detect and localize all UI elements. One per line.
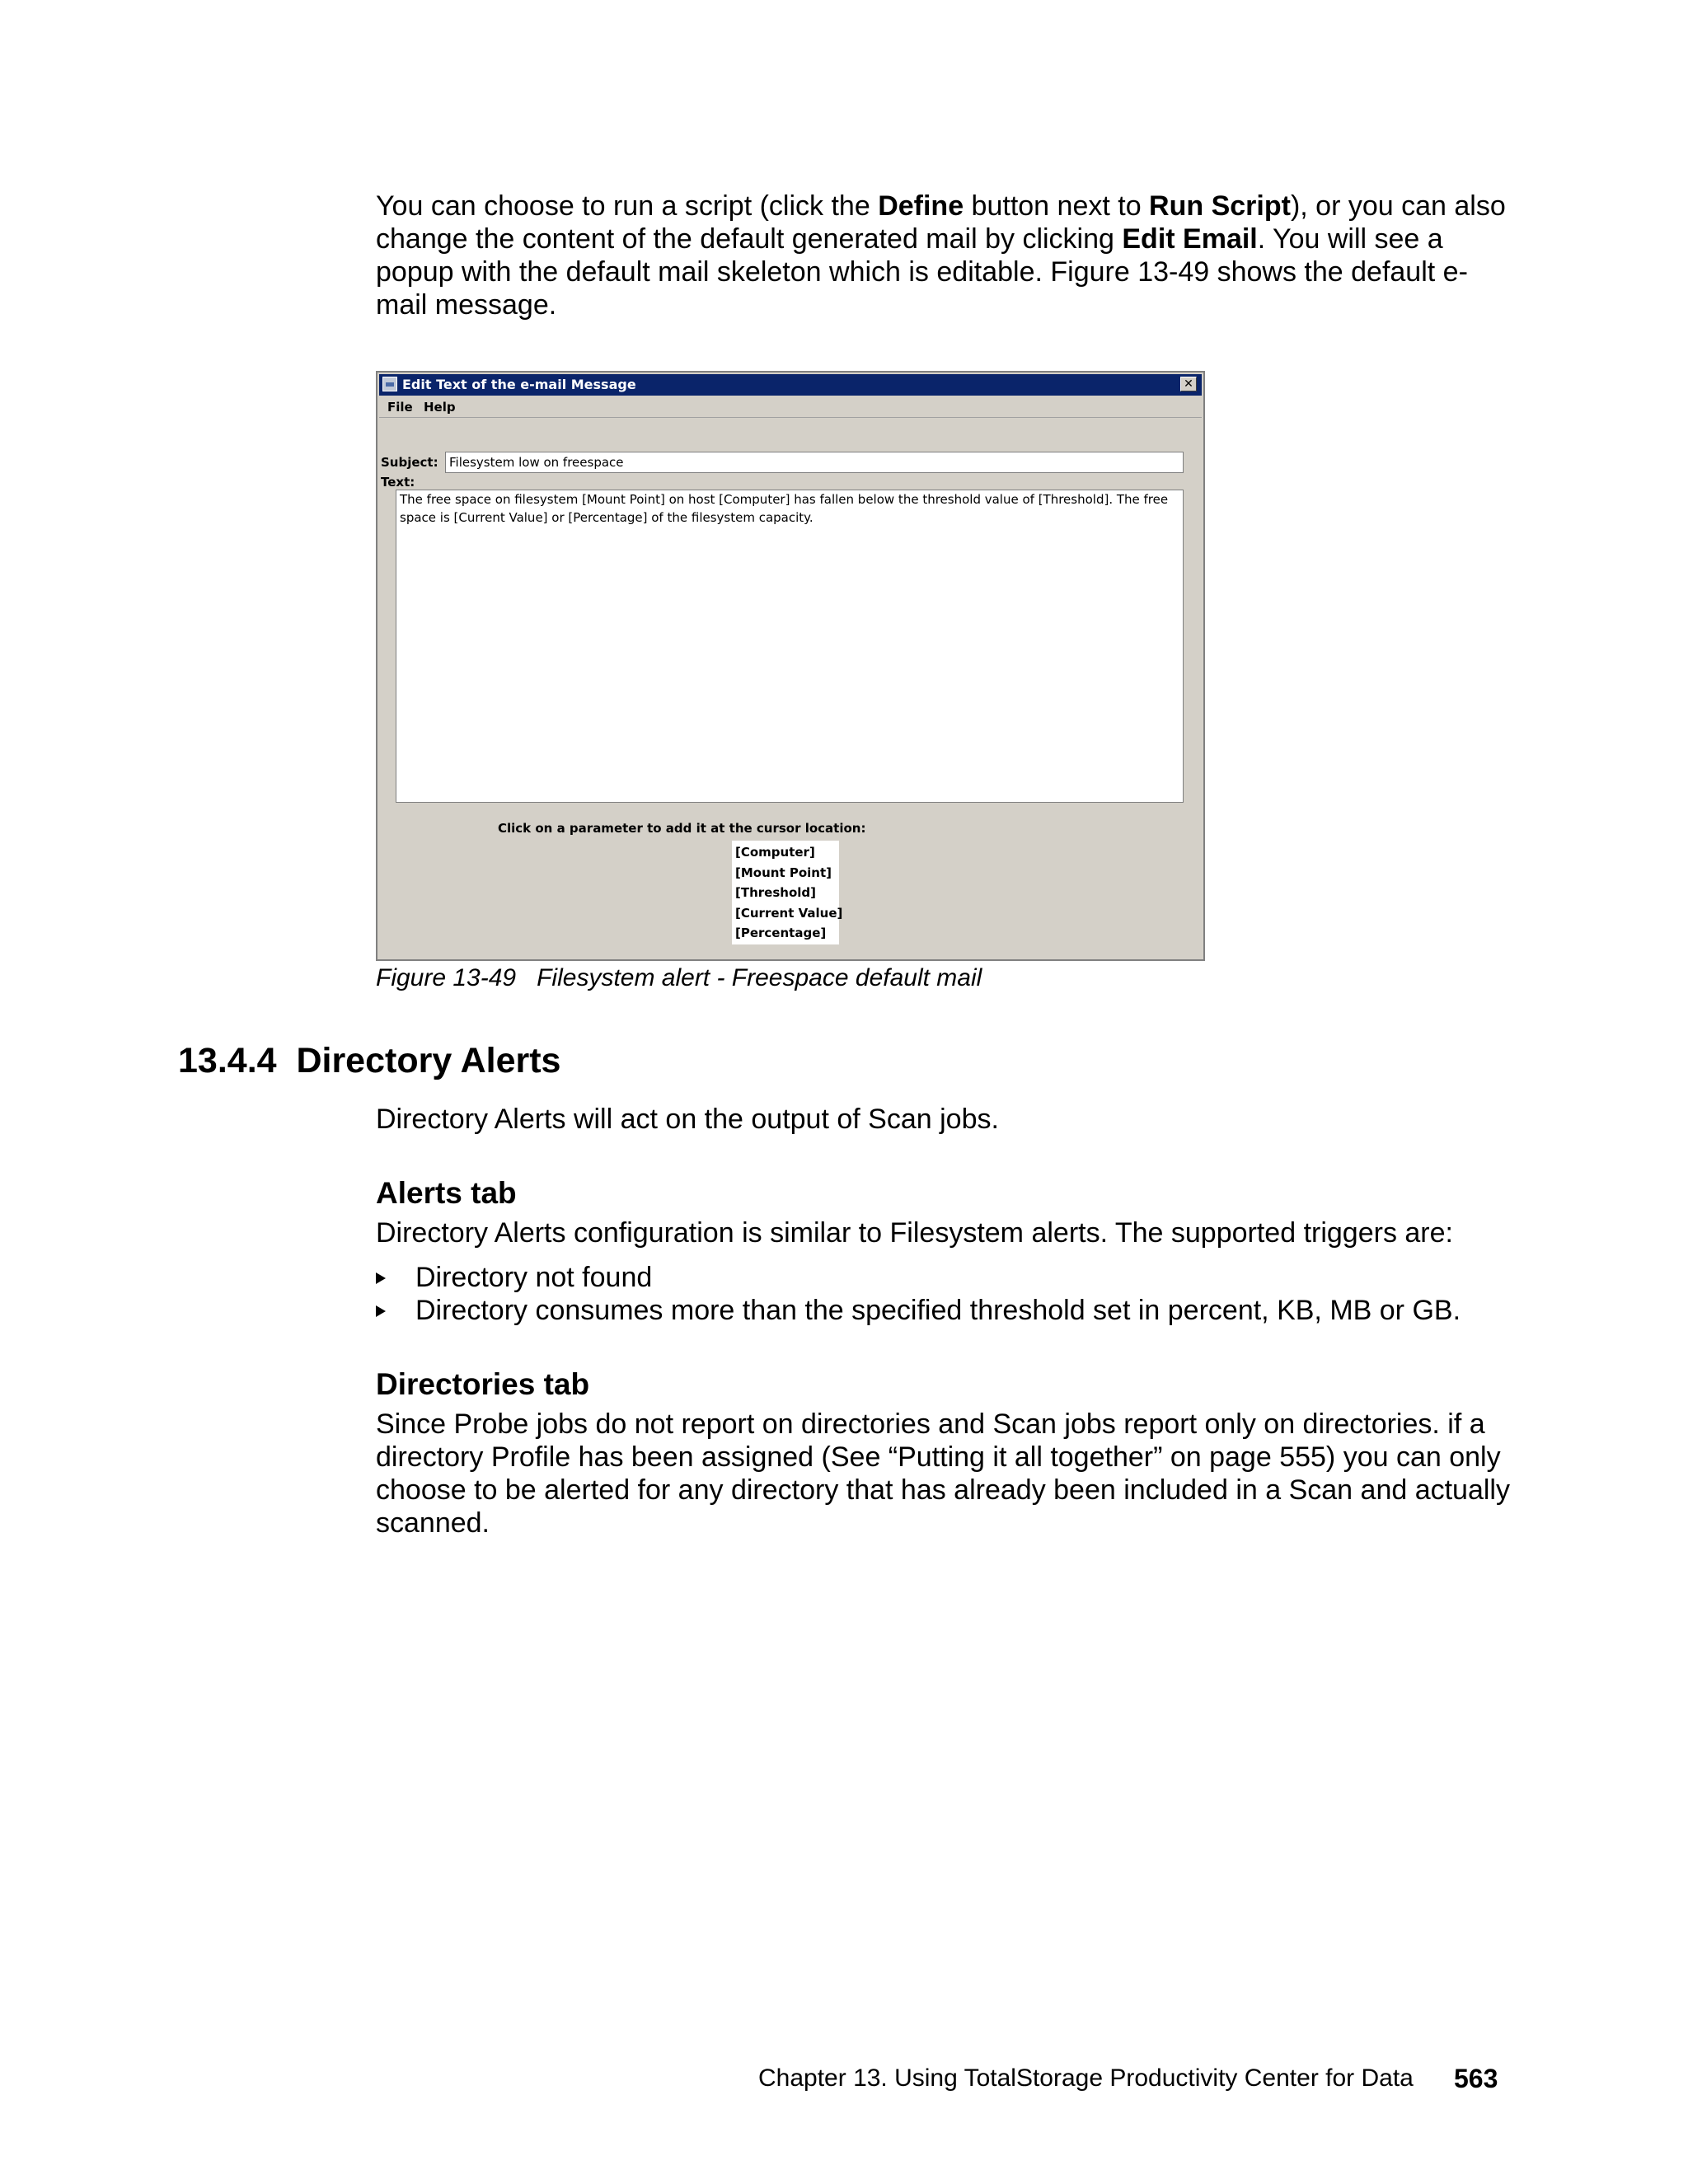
parameter-prompt: Click on a parameter to add it at the cursor location:: [498, 821, 866, 836]
trigger-text: Directory not found: [415, 1262, 653, 1293]
page-number: 563: [1454, 2064, 1498, 2093]
list-item: [376, 1294, 1513, 1327]
bullet-arrow-icon: [376, 1305, 386, 1317]
bullet-arrow-icon: [376, 1272, 386, 1284]
menu-help[interactable]: Help: [424, 400, 456, 415]
directories-tab-heading: Directories tab: [376, 1367, 590, 1401]
parameter-threshold[interactable]: [Threshold]: [735, 885, 816, 900]
parameter-mount-point[interactable]: [Mount Point]: [735, 865, 832, 880]
intro-text-3: ), or you can also change the content of the default generated mail by clicking: [376, 190, 1506, 255]
edit-email-keyword: Edit Email: [1122, 223, 1258, 255]
directories-tab-paragraph: Since Probe jobs do not report on directories and Scan jobs report only on directories. if a directory Profile has been assigned (See “Putting it all together” on page 555) you can only choose to be alerted for any directory that has already been included in a Scan and actually scanned.: [376, 1408, 1510, 1539]
close-icon[interactable]: ✕: [1180, 377, 1197, 391]
section-heading: 13.4.4 Directory Alerts: [178, 1041, 561, 1080]
define-keyword: Define: [878, 190, 964, 222]
trigger-list: [376, 1261, 1513, 1327]
alerts-tab-heading: Alerts tab: [376, 1176, 517, 1210]
alerts-tab-paragraph: Directory Alerts configuration is similar to Filesystem alerts. The supported triggers are:: [376, 1217, 1453, 1249]
parameter-list: [732, 841, 843, 944]
parameter-percentage[interactable]: [Percentage]: [735, 926, 827, 940]
run-script-keyword: Run Script: [1149, 190, 1291, 222]
dialog-titlebar: [379, 374, 1202, 396]
message-body-textarea[interactable]: The free space on filesystem [Mount Point] on host [Computer] has fallen below the threshold value of [Threshold]. The free space is [Current Value] or [Percentage] of the filesystem capacity.: [396, 490, 1184, 803]
app-window-icon: [382, 377, 397, 391]
section-intro: Directory Alerts will act on the output of Scan jobs.: [376, 1104, 999, 1135]
subject-label: Subject:: [381, 455, 438, 470]
intro-text-2: button next to: [964, 190, 1150, 222]
menu-file[interactable]: File: [387, 400, 413, 415]
parameter-current-value[interactable]: [Current Value]: [735, 905, 843, 921]
subject-input[interactable]: Filesystem low on freespace: [445, 452, 1184, 473]
list-item: [376, 1261, 1513, 1294]
intro-text-4: . You will see a popup with the default mail skeleton which is editable. Figure 13-49 shows the default e-mail message.: [376, 223, 1468, 321]
parameter-computer[interactable]: [Computer]: [735, 845, 815, 860]
text-label: Text:: [381, 475, 415, 490]
figure-caption: Figure 13-49 Filesystem alert - Freespace default mail: [376, 964, 982, 991]
dialog-menubar: [379, 397, 1202, 418]
intro-paragraph: [376, 190, 1513, 321]
trigger-text: Directory consumes more than the specified threshold set in percent, KB, MB or GB.: [415, 1295, 1461, 1326]
footer-chapter: Chapter 13. Using TotalStorage Productivity Center for Data: [758, 2064, 1414, 2092]
dialog-title: Edit Text of the e-mail Message: [402, 377, 636, 392]
edit-email-dialog-screenshot: [376, 371, 1205, 961]
intro-text-1: You can choose to run a script (click the: [376, 190, 879, 222]
